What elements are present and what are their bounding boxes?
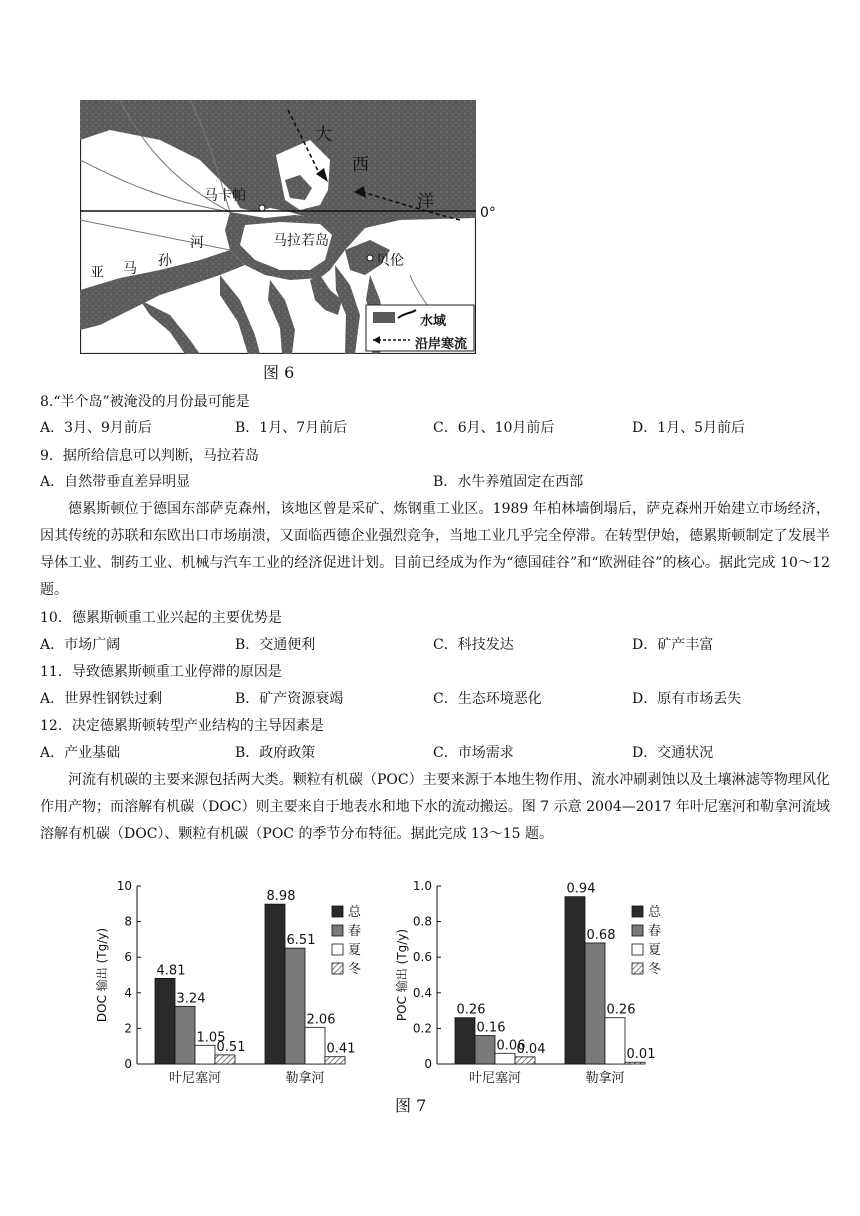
q11-option-d[interactable]: D．原有市场丢失 [632,691,742,707]
bar-value-label: 0.26 [606,1002,636,1018]
bar-value-label: 6.51 [286,933,316,949]
y-tick-label: 0.2 [412,1021,432,1036]
bar-value-label: 0.04 [516,1041,546,1057]
legend-label: 冬 [348,962,362,977]
bar-value-label: 0.16 [476,1020,506,1036]
bar-夏-1 [605,1018,625,1064]
map-label-atlantic-yang: 洋 [417,192,434,212]
y-tick-label: 0.8 [412,914,432,929]
legend-label: 春 [348,924,362,939]
map-label-amazon-sun: 孙 [158,253,172,269]
fig7-caption: 图 7 [395,1096,427,1115]
q8-option-b[interactable]: B．1月、7月前后 [235,420,348,436]
q8-option-c[interactable]: C．6月、10月前后 [433,420,555,436]
bar-value-label: 0.94 [566,881,596,897]
q12-stem: 12．决定德累斯顿转型产业结构的主导因素是 [40,718,324,734]
y-tick-label: 8 [124,914,132,929]
legend-swatch [332,925,343,936]
bar-value-label: 8.98 [266,889,296,905]
legend-swatch [632,925,643,936]
bar-value-label: 0.41 [326,1041,356,1057]
q12-option-c[interactable]: C．市场需求 [433,745,514,761]
map-label-amazon-ya: 亚 [90,265,104,281]
legend-label: 夏 [348,943,362,958]
bar-冬-1 [625,1062,645,1064]
map-label-marajo: 马拉若岛 [273,233,329,249]
y-tick-label: 0 [424,1057,432,1071]
q9-stem: 9．据所给信息可以判断，马拉若岛 [40,448,259,464]
q10-option-c[interactable]: C．科技发达 [433,637,514,653]
category-label: 叶尼塞河 [468,1071,522,1086]
map-label-macapa: 马卡帕 [204,188,246,204]
bar-value-label: 2.06 [306,1012,336,1028]
legend-swatch [632,963,643,974]
y-tick-label: 0.4 [412,985,432,1000]
q11-option-c[interactable]: C．生态环境恶化 [433,691,542,707]
map-label-atlantic-xi: 西 [352,155,369,175]
passage-dresden: 德累斯顿位于德国东部萨克森州，该地区曾是采矿、炼钢重工业区。1989 年柏林墙倒塌后，萨克森州开始建立市场经济，因其传统的苏联和东欧出口市场崩溃，又面临西德企业强烈竞争，当地工业几乎完全停滞。在转型伊始，德累斯顿制定了发展半导体工业、制药工业、机械与汽车工业的经济促进计划。目前已经成为作为“德国硅谷”和“欧洲硅谷”的核心。据此完成 10～12 题。 [40,501,830,598]
bar-value-label: 4.81 [156,963,186,979]
bar-总-1 [265,904,285,1064]
bar-夏-0 [495,1053,515,1064]
y-tick-label: 4 [124,985,132,1000]
y-tick-label: 0 [124,1057,132,1071]
bar-夏-0 [195,1045,215,1064]
category-label: 叶尼塞河 [168,1071,222,1086]
legend-label: 总 [348,905,362,920]
q11-stem: 11．导致德累斯顿重工业停滞的原因是 [40,664,282,680]
legend-swatch [332,944,343,955]
bar-value-label: 0.01 [626,1047,656,1063]
q10-option-b[interactable]: B．交通便利 [235,637,316,653]
bar-value-label: 3.24 [176,991,206,1007]
category-label: 勒拿河 [285,1071,325,1086]
y-axis-label: DOC 输出 (Tg/y) [95,927,109,1023]
q10-stem: 10．德累斯顿重工业兴起的主要优势是 [40,610,282,626]
bar-春-1 [285,948,305,1064]
legend-current-label: 沿岸寒流 [415,337,468,352]
legend-swatch [632,906,643,917]
bar-value-label: 0.26 [456,1002,486,1018]
bar-冬-0 [515,1057,535,1064]
q10-option-a[interactable]: A．市场广阔 [40,637,121,653]
q12-option-a[interactable]: A．产业基础 [40,745,121,761]
y-tick-label: 1.0 [412,879,432,893]
q8-stem: 8.“半个岛”被淹没的月份最可能是 [40,394,250,410]
category-label: 勒拿河 [585,1071,625,1086]
fig6-caption: 图 6 [263,363,295,382]
amazon-estuary-map [80,100,476,354]
poc-bar-chart [392,870,702,1090]
legend-swatch [332,906,343,917]
q8-option-a[interactable]: A．3月、9月前后 [40,420,152,436]
map-label-amazon-ma: 马 [123,261,137,277]
bar-总-0 [455,1018,475,1064]
y-tick-label: 2 [124,1021,132,1036]
bar-value-label: 0.51 [216,1039,246,1055]
doc-bar-chart [92,870,402,1090]
q9-option-a[interactable]: A．自然带垂直差异明显 [40,474,191,490]
bar-value-label: 0.06 [496,1038,526,1054]
bar-春-0 [175,1006,195,1064]
bar-总-0 [155,978,175,1064]
bar-value-label: 0.68 [586,927,616,943]
bar-冬-0 [215,1055,235,1064]
map-label-amazon-he: 河 [190,235,204,251]
q9-option-b[interactable]: B．水牛养殖固定在西部 [433,474,584,490]
bar-春-1 [585,943,605,1064]
y-axis-label: POC 输出 (Tg/y) [395,928,409,1022]
q12-option-b[interactable]: B．政府政策 [235,745,316,761]
bar-冬-1 [325,1057,345,1064]
map-label-equator: 0° [480,205,496,221]
legend-label: 夏 [648,943,662,958]
legend-swatch [632,944,643,955]
bar-value-label: 1.05 [196,1030,226,1046]
map-label-belem: 贝伦 [376,253,404,269]
q8-option-d[interactable]: D．1月、5月前后 [632,420,746,436]
bar-春-0 [475,1036,495,1064]
q11-option-b[interactable]: B．矿产资源衰竭 [235,691,344,707]
passage-river-carbon: 河流有机碳的主要来源包括两大类。颗粒有机碳（POC）主要来源于本地生物作用、流水冲刷剥蚀以及土壤淋滤等物理风化作用产物；而溶解有机碳（DOC）则主要来自于地表水和地下水的流动搬运。图 7 示意 2004—2017 年叶尼塞河和勒拿河流域溶解有机碳（DOC）、颗粒有机碳（POC 的季节分布特征。据此完成 13～15 题。 [40,772,830,842]
q11-option-a[interactable]: A．世界性钢铁过剩 [40,691,163,707]
legend-water-label: 水域 [420,314,447,329]
q12-option-d[interactable]: D．交通状况 [632,745,714,761]
legend-label: 冬 [648,962,662,977]
q10-option-d[interactable]: D．矿产丰富 [632,637,714,653]
bar-夏-1 [305,1027,325,1064]
y-tick-label: 10 [116,879,132,893]
bar-总-1 [565,897,585,1064]
legend-swatch [332,963,343,974]
legend-label: 总 [648,905,662,920]
legend-label: 春 [648,924,662,939]
y-tick-label: 0.6 [412,950,432,965]
y-tick-label: 6 [124,950,132,965]
map-label-atlantic-da: 大 [315,125,332,145]
